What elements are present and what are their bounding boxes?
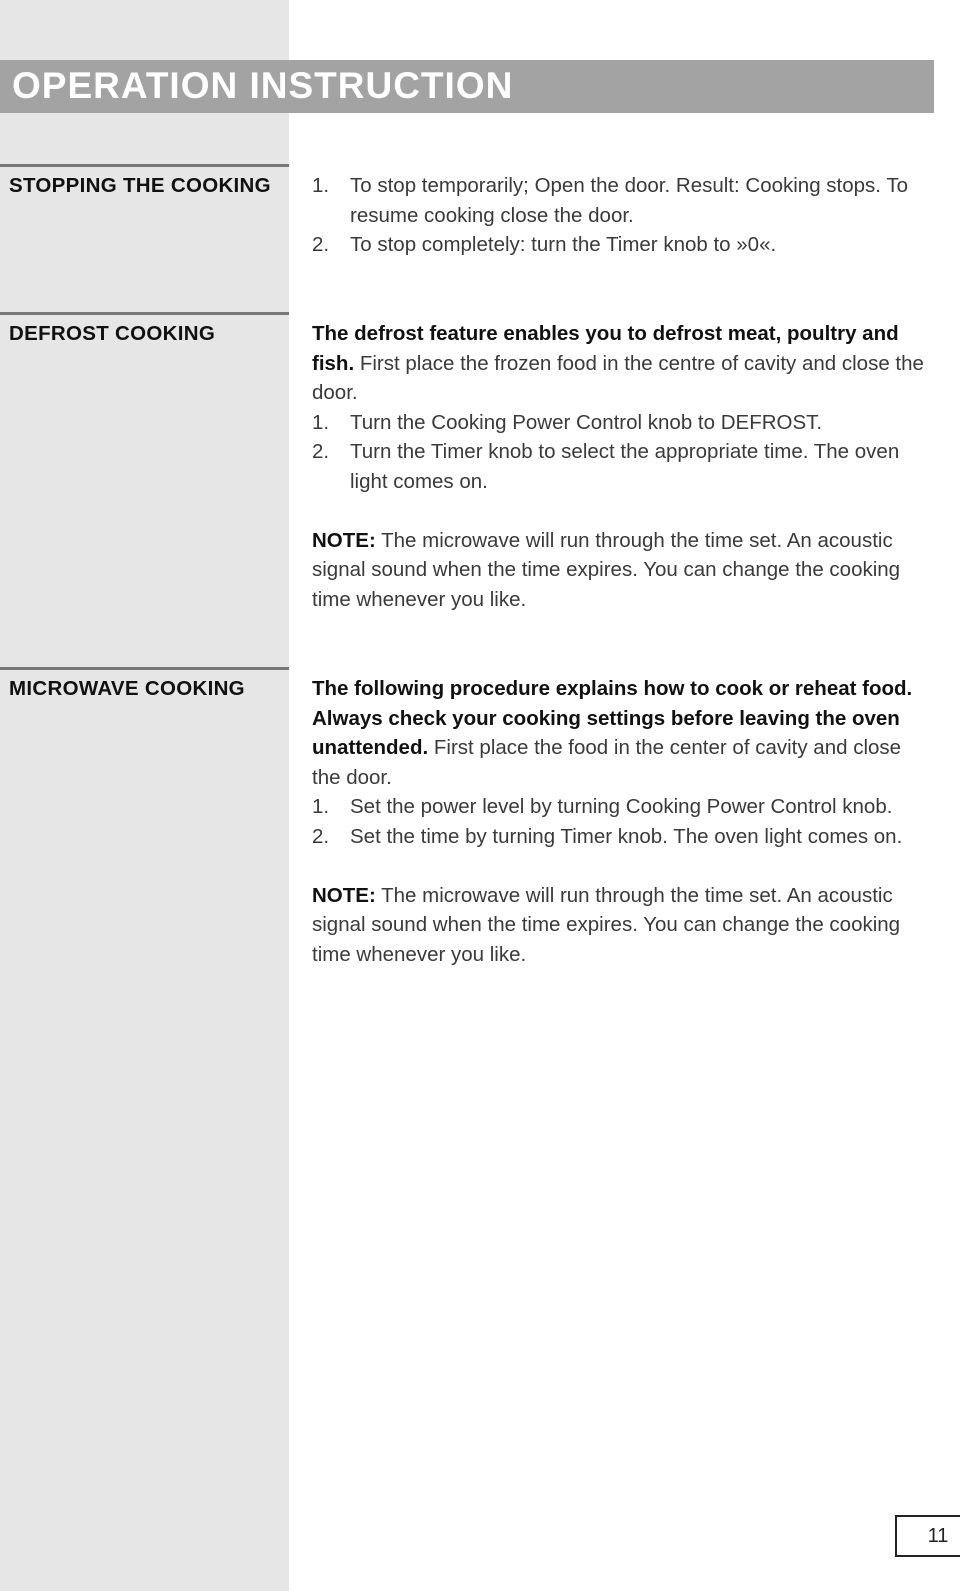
steps-list (312, 171, 932, 260)
step-text: Turn the Cooking Power Control knob to DEFROST. (350, 410, 823, 434)
step-number: 1. (312, 795, 330, 818)
left-column-background (0, 0, 289, 1591)
section-divider-stopping (0, 164, 289, 167)
section-divider-defrost (0, 312, 289, 315)
step-text: Set the power level by turning Cooking Power Control knob. (350, 795, 893, 818)
section-microwave-cooking (312, 674, 932, 969)
step-item (312, 792, 932, 822)
step-text: To stop completely: turn the Timer knob to »0«. (350, 233, 777, 256)
intro-text: First place the food in the center of cavity and close the door. (312, 736, 902, 789)
note-text: The microwave will run through the time set. An acoustic signal sound when the time expires. You can change the cooking time whenever you like. (312, 883, 901, 966)
intro-text: First place the frozen food in the centre of cavity and close the door. (312, 351, 924, 404)
note-label: NOTE: (312, 883, 376, 907)
section-defrost-cooking (312, 319, 932, 614)
step-text: Set the time by turning Timer knob. The oven light comes on. (350, 824, 903, 848)
step-number: 2. (312, 233, 330, 256)
intro-bold-text: The defrost feature enables you to defrost meat, poultry and fish. (312, 322, 899, 375)
step-item (312, 408, 932, 438)
step-item (312, 230, 932, 260)
intro-bold-text: The following procedure explains how to cook or reheat food. Always check your cooking settings before leaving the oven unattended. (312, 677, 913, 759)
step-item (312, 437, 932, 496)
step-number: 2. (312, 824, 330, 848)
heading-microwave-cooking: MICROWAVE COOKING (9, 677, 245, 700)
intro-paragraph (312, 319, 932, 408)
title-bar (0, 60, 934, 113)
page-number: 11 (895, 1515, 960, 1557)
step-number: 2. (312, 440, 330, 463)
step-number: 1. (312, 174, 330, 197)
steps-list (312, 792, 932, 851)
step-number: 1. (312, 410, 330, 434)
intro-paragraph (312, 674, 932, 792)
step-text: Turn the Timer knob to select the appropriate time. The oven light comes on. (350, 440, 900, 493)
note-label: NOTE: (312, 528, 376, 552)
steps-list (312, 408, 932, 497)
page-title: OPERATION INSTRUCTION (12, 65, 514, 106)
section-stopping-the-cooking (312, 171, 932, 260)
step-item (312, 171, 932, 230)
step-text: To stop temporarily; Open the door. Result: Cooking stops. To resume cooking close the door. (350, 174, 908, 227)
heading-stopping-the-cooking: STOPPING THE COOKING (9, 174, 271, 197)
heading-defrost-cooking: DEFROST COOKING (9, 322, 216, 345)
note-text: The microwave will run through the time set. An acoustic signal sound when the time expires. You can change the cooking time whenever you like. (312, 528, 901, 611)
note-paragraph (312, 881, 932, 970)
section-divider-microwave (0, 667, 289, 670)
step-item (312, 822, 932, 852)
note-paragraph (312, 526, 932, 615)
